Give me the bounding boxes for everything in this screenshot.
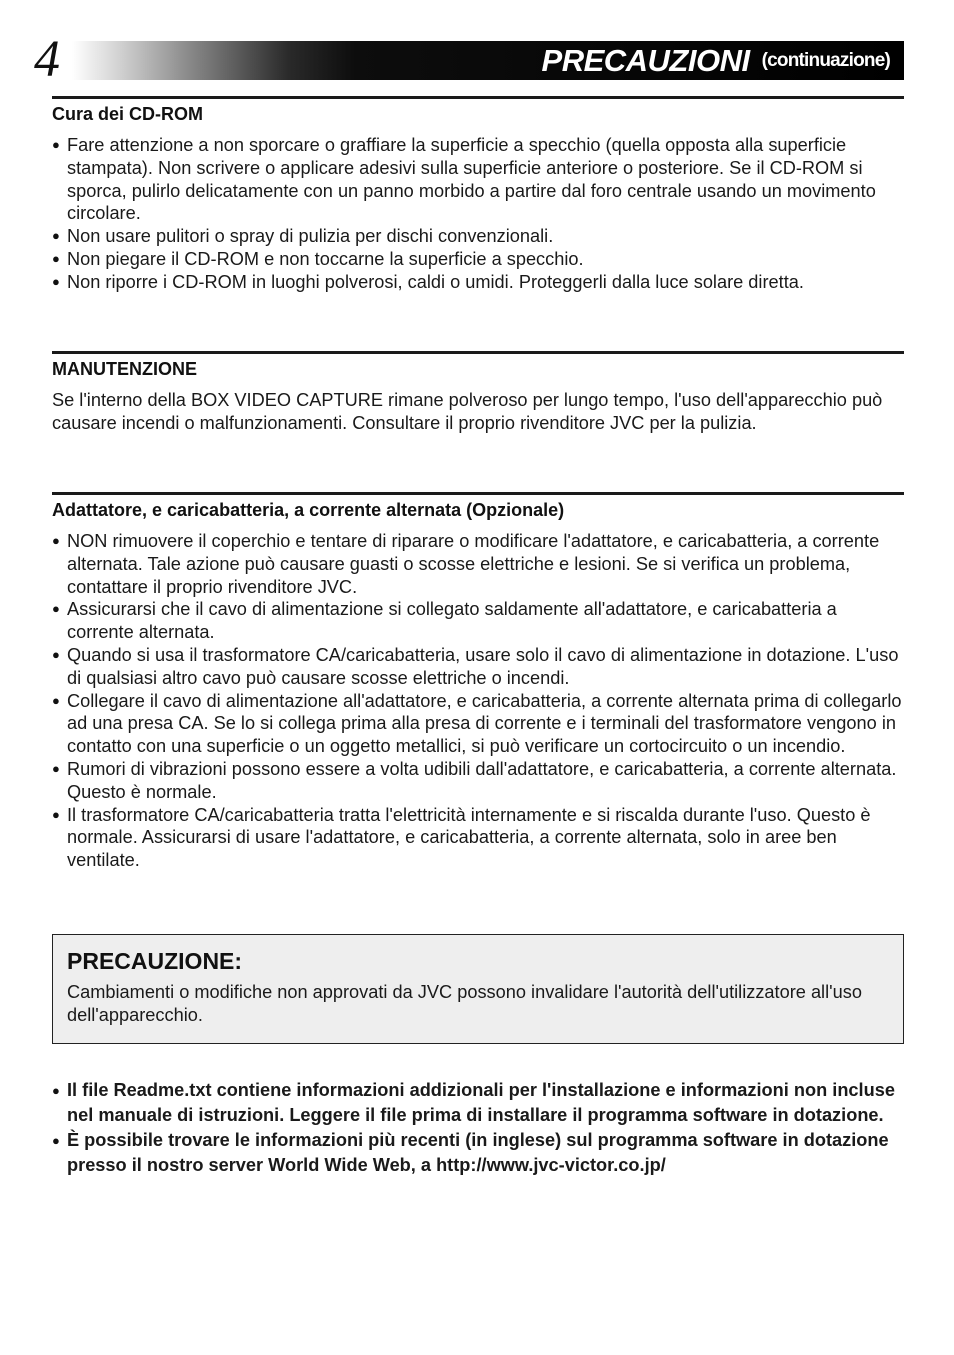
bullet-icon: ● bbox=[52, 760, 60, 776]
list-item bbox=[52, 690, 904, 758]
list-item bbox=[52, 598, 904, 644]
caution-text: Cambiamenti o modifiche non approvati da JVC possono invalidare l'autorità dell'utilizzatore all'uso dell'apparecchio. bbox=[67, 982, 862, 1025]
bullet-icon: ● bbox=[52, 273, 60, 289]
cd-rom-list bbox=[52, 134, 904, 294]
maintenance-text: Se l'interno della BOX VIDEO CAPTURE rimane polveroso per lungo tempo, l'uso dell'apparecchio può causare incendi o malfunzionamenti. Consultare il proprio rivenditore JVC per la pulizia. bbox=[52, 390, 883, 433]
list-item-text: NON rimuovere il coperchio e tentare di riparare o modificare l'adattatore, e caricabatteria, a corrente alternata. Tale azione può causare guasti o scosse elettriche e lesioni. Se si verifica un problema, contattare il proprio rivenditore JVC. bbox=[67, 531, 880, 597]
list-item-text: Non piegare il CD-ROM e non toccarne la superficie a specchio. bbox=[67, 248, 584, 269]
section-heading-adapter: Adattatore, e caricabatteria, a corrente alternata (Opzionale) bbox=[52, 500, 565, 520]
list-item bbox=[52, 134, 904, 225]
section-divider bbox=[52, 96, 904, 99]
list-item-text: Rumori di vibrazioni possono essere a volta udibili dall'adattatore, e caricabatteria, a corrente alternata. Questo è normale. bbox=[67, 758, 897, 802]
page-header-bar bbox=[72, 41, 904, 80]
list-item bbox=[52, 248, 904, 271]
page-number: 4 bbox=[34, 31, 60, 88]
caution-box bbox=[52, 934, 904, 1044]
list-item-text: Il trasformatore CA/caricabatteria tratta l'elettricità internamente e si riscalda durante l'uso. Questo è normale. Assicurarsi di usare l'adattatore, e caricabatteria, a corrente alternata, solo in aree ben ventilate. bbox=[67, 804, 871, 871]
bullet-icon: ● bbox=[52, 137, 60, 152]
list-item-text: È possibile trovare le informazioni più recenti (in inglese) sul programma software in dotazione presso il nostro server World Wide Web, a http://www.jvc-victor.co.jp/ bbox=[67, 1130, 889, 1175]
list-item-text: Fare attenzione a non sporcare o graffiare la superficie a specchio (quella opposta alla superficie stampata). Non scrivere o applicare adesivi sulla superficie anteriore o posteriore. Se il CD-ROM si sporca, pulirlo delicatamente con un panno morbido a partire dal foro centrale usando un movimento circolare. bbox=[67, 135, 876, 224]
adapter-list bbox=[52, 530, 904, 872]
bullet-icon: ● bbox=[52, 228, 60, 244]
list-item-text: Assicurarsi che il cavo di alimentazione si collegato saldamente all'adattatore, e caricabatteria a corrente alternata. bbox=[67, 599, 837, 643]
list-item bbox=[52, 225, 904, 248]
list-item-text: Collegare il cavo di alimentazione all'adattatore, e caricabatteria, a corrente alternata prima di collegarlo ad una presa CA. Se lo si collega prima alla presa di corrente e i terminali del trasformatore vengono in contatto con una superficie o un oggetto metallici, si può verificare un cortocircuito o un incendio. bbox=[67, 690, 902, 757]
bullet-icon: ● bbox=[52, 646, 60, 662]
bullet-icon: ● bbox=[52, 250, 60, 266]
page-subtitle: (continuazione) bbox=[761, 49, 890, 71]
list-item-text: Non usare pulitori o spray di pulizia per dischi convenzionali. bbox=[67, 226, 554, 247]
bullet-icon: ● bbox=[52, 601, 60, 617]
list-item bbox=[52, 644, 904, 690]
section-heading-maintenance: MANUTENZIONE bbox=[52, 359, 197, 379]
section-divider bbox=[52, 492, 904, 495]
list-item-text: Il file Readme.txt contiene informazioni addizionali per l'installazione e informazioni non incluse nel manuale di istruzioni. Leggere il file prima di installare il programma software in dotazione. bbox=[67, 1080, 895, 1125]
list-item-text: Non riporre i CD-ROM in luoghi polverosi, caldi o umidi. Proteggerli dalla luce solare diretta. bbox=[67, 271, 804, 292]
section-heading-cd-rom: Cura dei CD-ROM bbox=[52, 104, 204, 124]
list-item bbox=[52, 804, 904, 872]
list-item bbox=[52, 1128, 904, 1178]
bullet-icon: ● bbox=[52, 1083, 60, 1098]
list-item bbox=[52, 271, 904, 294]
list-item bbox=[52, 758, 904, 804]
notes-list bbox=[52, 1078, 904, 1178]
bullet-icon: ● bbox=[52, 806, 60, 822]
list-item bbox=[52, 1078, 904, 1128]
bullet-icon: ● bbox=[52, 692, 60, 708]
caution-title: PRECAUZIONE: bbox=[67, 948, 243, 974]
list-item-text: Quando si usa il trasformatore CA/caricabatteria, usare solo il cavo di alimentazione in dotazione. L'uso di qualsiasi altro cavo può causare scosse elettriche o incendi. bbox=[67, 644, 899, 688]
list-item bbox=[52, 530, 904, 598]
page-title: PRECAUZIONI bbox=[541, 42, 750, 78]
bullet-icon: ● bbox=[52, 1133, 60, 1148]
bullet-icon: ● bbox=[52, 533, 60, 548]
section-divider bbox=[52, 351, 904, 354]
